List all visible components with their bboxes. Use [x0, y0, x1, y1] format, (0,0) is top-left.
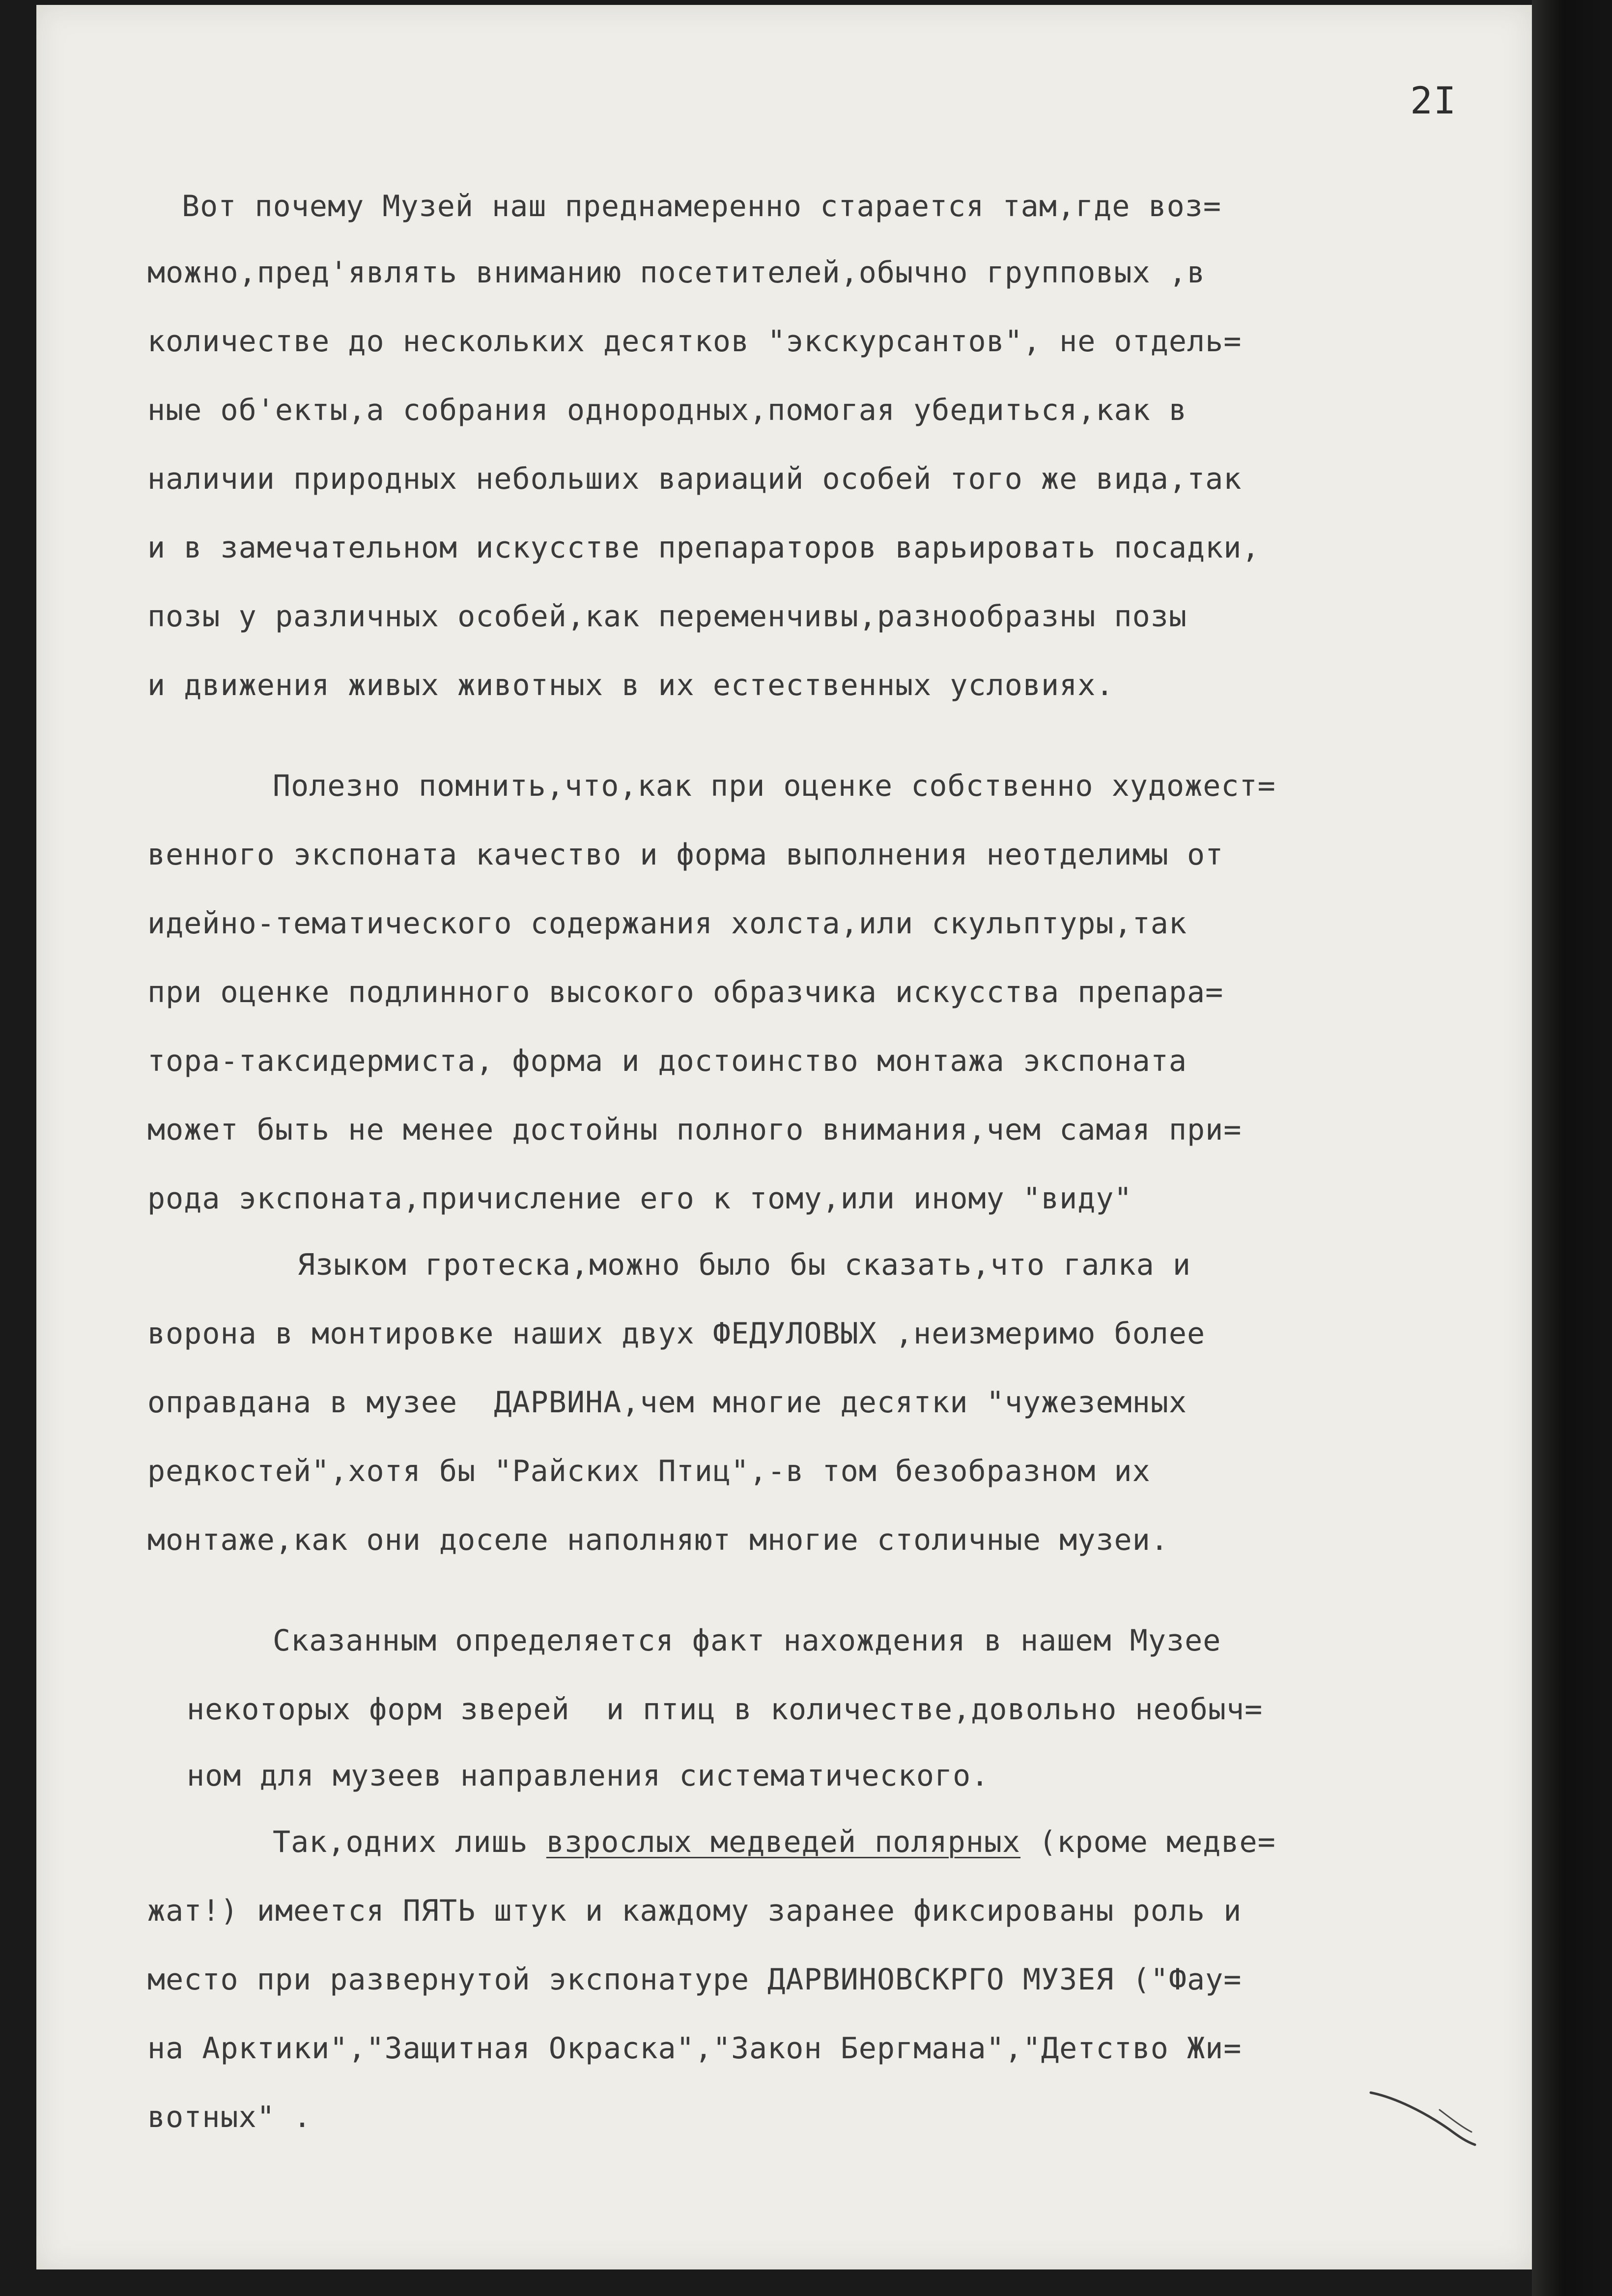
- text-line: и в замечательном искусстве препараторов варьировать посадки,: [147, 531, 1260, 565]
- text-line: может быть не менее достойны полного внимания,чем самая при=: [147, 1113, 1242, 1147]
- text-fragment: (кроме медве=: [1020, 1825, 1276, 1859]
- text-line: наличии природных небольших вариаций особей того же вида,так: [147, 462, 1242, 496]
- text-line: позы у различных особей,как переменчивы,разнообразны позы: [147, 599, 1188, 634]
- text-line: оправдана в музее ДАРВИНА,чем многие десятки "чужеземных: [147, 1385, 1188, 1420]
- page-number: 2I: [1410, 79, 1457, 122]
- pen-stroke-mark: [1366, 2083, 1479, 2147]
- text-line: при оценке подлинного высокого образчика искусства препара=: [147, 975, 1224, 1009]
- text-line: ворона в монтировке наших двух ФЕДУЛОВЫХ ,неизмеримо более: [147, 1316, 1206, 1351]
- text-line-first: [273, 1827, 1276, 1857]
- text-line: тора-таксидермиста, форма и достоинство монтажа экспоната: [147, 1044, 1188, 1078]
- text-line: на Арктики","Защитная Окраска","Закон Бергмана","Детство Жи=: [147, 2031, 1242, 2066]
- text-line: идейно-тематического содержания холста,или скульптуры,так: [147, 906, 1188, 941]
- text-line: можно,пред'являть вниманию посетителей,обычно групповых ,в: [147, 255, 1206, 290]
- text-line: Языком гротеска,можно было бы сказать,что галка и: [297, 1248, 1191, 1282]
- text-line: некоторых форм зверей и птиц в количестве,довольно необыч=: [187, 1692, 1263, 1727]
- text-line: и движения живых животных в их естественных условиях.: [147, 668, 1114, 702]
- text-line: Вот почему Музей наш преднамеренно старается там,где воз=: [182, 189, 1222, 224]
- text-line: монтаже,как они доселе наполняют многие столичные музеи.: [147, 1523, 1169, 1557]
- text-line: венного экспоната качество и форма выполнения неотделимы от: [147, 838, 1224, 872]
- text-line: Полезно помнить,что,как при оценке собственно художест=: [273, 769, 1276, 803]
- page-edge-shadow: [1532, 0, 1612, 2296]
- text-fragment: Так,одних лишь: [273, 1825, 546, 1859]
- text-line: место при развернутой экспонатуре ДАРВИНОВСКРГО МУЗЕЯ ("Фау=: [147, 1962, 1242, 1997]
- underlined-phrase: взрослых медведей полярных: [546, 1825, 1021, 1859]
- text-line: ные об'екты,а собрания однородных,помогая убедиться,как в: [147, 393, 1188, 427]
- text-line: редкостей",хотя бы "Райских Птиц",-в том безобразном их: [147, 1454, 1151, 1488]
- text-line: Сказанным определяется факт нахождения в нашем Музее: [273, 1624, 1221, 1658]
- text-line: рода экспоната,причисление его к тому,или иному "виду": [147, 1181, 1132, 1216]
- text-line: ном для музеев направления систематического.: [187, 1759, 990, 1793]
- text-line: количестве до нескольких десятков "экскурсантов", не отдель=: [147, 324, 1242, 359]
- text-line: вотных" .: [147, 2100, 312, 2134]
- text-line: жат!) имеется ПЯТЬ штук и каждому заранее фиксированы роль и: [147, 1894, 1242, 1928]
